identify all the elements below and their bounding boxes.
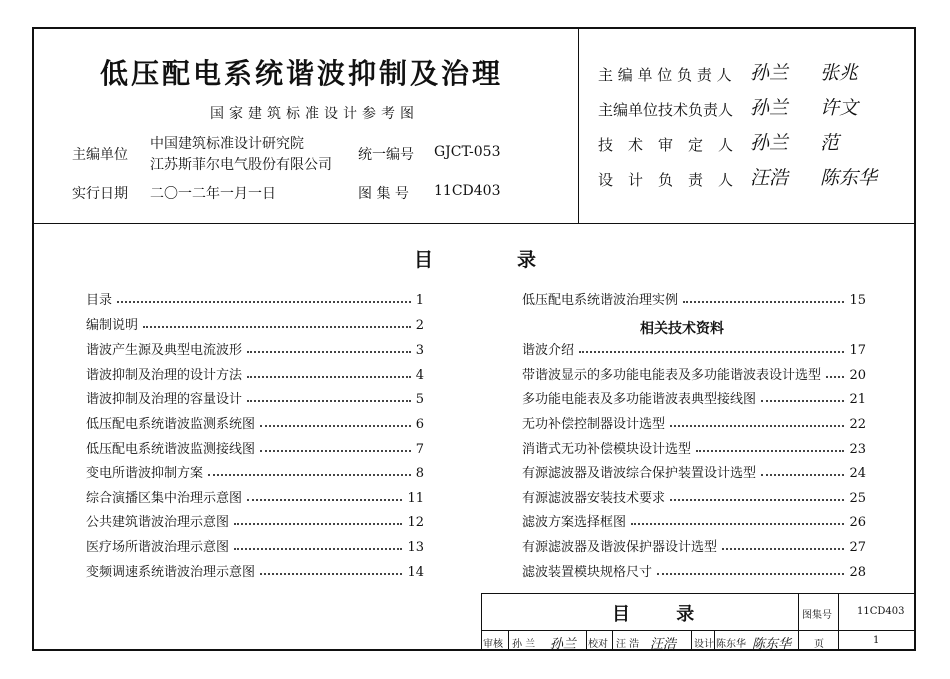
leader-dots	[761, 474, 844, 476]
toc-entry[interactable]	[522, 387, 866, 407]
toc-entry-page: 17	[849, 343, 866, 358]
signature-image: 孙兰	[750, 62, 789, 84]
toc-entry[interactable]	[522, 288, 866, 308]
title-block-vline	[612, 630, 613, 651]
toc-heading-left: 目	[414, 249, 434, 271]
toc-entry-page: 5	[415, 392, 424, 407]
review-label: 审核	[483, 639, 503, 650]
toc-entry[interactable]	[86, 535, 424, 555]
toc-entry-title: 谐波抑制及治理的容量设计	[86, 392, 243, 407]
toc-entry-title: 目录	[86, 293, 113, 308]
title-block-vline	[714, 630, 715, 651]
signature-image: 孙兰	[750, 132, 789, 154]
leader-dots	[260, 450, 411, 452]
toc-entry-title: 多功能电能表及多功能谐波表典型接线图	[522, 392, 757, 407]
toc-entry[interactable]	[86, 461, 424, 481]
title-block-title: 目 录	[612, 604, 715, 625]
toc-entry[interactable]	[522, 461, 866, 481]
page-value: 1	[873, 635, 880, 646]
leader-dots	[826, 376, 844, 378]
leader-dots	[247, 351, 411, 353]
leader-dots	[247, 400, 411, 402]
editor-unit-1: 中国建筑标准设计研究院	[150, 136, 304, 152]
toc-entry-page: 11	[407, 491, 424, 506]
title-block-vline	[798, 593, 799, 651]
toc-entry-page: 14	[407, 565, 424, 580]
leader-dots	[761, 400, 844, 402]
sig-role-1: 主 编 单 位 负 责 人	[598, 66, 732, 84]
code-value: GJCT-053	[434, 144, 501, 160]
leader-dots	[696, 450, 844, 452]
toc-entry-page: 3	[415, 343, 424, 358]
toc-entry[interactable]	[522, 535, 866, 555]
document-title: 低压配电系统谐波抑制及治理	[100, 57, 504, 90]
design-name: 陈东华	[716, 639, 746, 650]
check-name: 汪 浩	[616, 639, 640, 650]
title-block-atlas-label: 图集号	[802, 610, 832, 621]
toc-entry-page: 13	[407, 540, 424, 555]
toc-entry[interactable]	[86, 313, 424, 333]
toc-entry[interactable]	[86, 363, 424, 383]
toc-entry-title: 低压配电系统谐波监测接线图	[86, 442, 256, 457]
toc-entry[interactable]	[86, 437, 424, 457]
toc-entry-page: 7	[415, 442, 424, 457]
title-block-vline	[586, 630, 587, 651]
code-label: 统一编号	[358, 147, 414, 163]
toc-entry-title: 谐波介绍	[522, 343, 575, 358]
toc-entry-page: 21	[849, 392, 866, 407]
signature-image: 陈东华	[820, 167, 878, 189]
signature-image: 许文	[820, 97, 859, 119]
toc-entry[interactable]	[86, 387, 424, 407]
toc-entry-page: 24	[849, 466, 866, 481]
design-label: 设计	[694, 639, 714, 650]
leader-dots	[683, 301, 844, 303]
toc-entry-title: 低压配电系统谐波监测系统图	[86, 417, 256, 432]
toc-entry-page: 1	[415, 293, 424, 308]
toc-entry-title: 有源滤波器及谐波保护器设计选型	[522, 540, 718, 555]
toc-entry[interactable]	[86, 560, 424, 580]
toc-entry-title: 谐波产生源及典型电流波形	[86, 343, 243, 358]
toc-entry[interactable]	[522, 412, 866, 432]
title-block-atlas-value: 11CD403	[857, 606, 905, 617]
toc-entry-title: 编制说明	[86, 318, 139, 333]
header-divider	[32, 223, 916, 224]
toc-entry-page: 2	[415, 318, 424, 333]
toc-entry-title: 无功补偿控制器设计选型	[522, 417, 666, 432]
toc-entry-title: 消谐式无功补偿模块设计选型	[522, 442, 692, 457]
header-vertical-divider	[578, 27, 579, 224]
toc-entry-title: 变频调速系统谐波治理示意图	[86, 565, 256, 580]
toc-entry[interactable]	[522, 363, 866, 383]
toc-entry-page: 20	[849, 368, 866, 383]
sig-role-3: 技 术 审 定 人	[598, 136, 734, 154]
toc-entry-page: 28	[849, 565, 866, 580]
toc-entry-title: 公共建筑谐波治理示意图	[86, 515, 230, 530]
signature-image: 孙兰	[550, 637, 577, 652]
toc-entry-title: 综合演播区集中治理示意图	[86, 491, 243, 506]
editor-label: 主编单位	[72, 147, 128, 163]
title-block-vline	[508, 630, 509, 651]
section-heading: 相关技术资料	[640, 321, 724, 337]
leader-dots	[143, 326, 411, 328]
leader-dots	[631, 523, 844, 525]
leader-dots	[657, 573, 844, 575]
toc-entry-title: 变电所谐波抑制方案	[86, 466, 204, 481]
atlas-label: 图 集 号	[358, 186, 409, 202]
toc-entry-page: 15	[849, 293, 866, 308]
date-value: 二〇一二年一月一日	[150, 186, 276, 202]
toc-entry-title: 滤波装置模块规格尺寸	[522, 565, 653, 580]
leader-dots	[260, 425, 411, 427]
toc-entry[interactable]	[86, 288, 424, 308]
toc-entry-page: 4	[415, 368, 424, 383]
toc-entry-page: 23	[849, 442, 866, 457]
toc-entry-page: 25	[849, 491, 866, 506]
signature-image: 张兆	[820, 62, 859, 84]
toc-entry[interactable]	[522, 510, 866, 530]
leader-dots	[234, 523, 402, 525]
leader-dots	[670, 425, 844, 427]
title-block-vline	[838, 593, 839, 651]
signature-image: 汪浩	[650, 637, 677, 652]
toc-entry-page: 22	[849, 417, 866, 432]
toc-entry-page: 26	[849, 515, 866, 530]
signature-image: 范	[820, 132, 840, 154]
toc-entry-page: 6	[415, 417, 424, 432]
sig-role-4: 设 计 负 责 人	[598, 171, 734, 189]
toc-entry-title: 滤波方案选择框图	[522, 515, 627, 530]
toc-entry-title: 有源滤波器安装技术要求	[522, 491, 666, 506]
toc-entry-title: 有源滤波器及谐波综合保护装置设计选型	[522, 466, 757, 481]
toc-entry-page: 12	[407, 515, 424, 530]
signature-image: 孙兰	[750, 97, 789, 119]
toc-entry-title: 带谐波显示的多功能电能表及多功能谐波表设计选型	[522, 368, 822, 383]
review-name: 孙 兰	[512, 639, 536, 650]
leader-dots	[234, 548, 402, 550]
toc-entry[interactable]	[522, 437, 866, 457]
leader-dots	[260, 573, 402, 575]
toc-entry[interactable]	[86, 510, 424, 530]
toc-entry-title: 谐波抑制及治理的设计方法	[86, 368, 243, 383]
leader-dots	[722, 548, 844, 550]
leader-dots	[208, 474, 411, 476]
leader-dots	[670, 499, 844, 501]
toc-entry[interactable]	[86, 338, 424, 358]
date-label: 实行日期	[72, 186, 128, 202]
atlas-value: 11CD403	[434, 183, 501, 199]
signature-image: 陈东华	[752, 637, 792, 652]
sig-role-2: 主编单位技术负责人	[598, 101, 734, 119]
leader-dots	[247, 376, 411, 378]
page-label: 页	[814, 639, 824, 650]
leader-dots	[247, 499, 402, 501]
toc-heading-right: 录	[517, 249, 537, 271]
leader-dots	[579, 351, 844, 353]
toc-entry[interactable]	[522, 338, 866, 358]
leader-dots	[117, 301, 411, 303]
signature-image: 汪浩	[750, 167, 789, 189]
toc-entry[interactable]	[86, 412, 424, 432]
toc-entry-title: 低压配电系统谐波治理实例	[522, 293, 679, 308]
toc-entry-title: 医疗场所谐波治理示意图	[86, 540, 230, 555]
toc-entry[interactable]	[522, 560, 866, 580]
toc-entry[interactable]	[522, 486, 866, 506]
toc-entry[interactable]	[86, 486, 424, 506]
title-block-divider	[481, 630, 916, 631]
check-label: 校对	[588, 639, 608, 650]
title-block-vline	[691, 630, 692, 651]
toc-entry-page: 27	[849, 540, 866, 555]
editor-unit-2: 江苏斯菲尔电气股份有限公司	[150, 157, 332, 173]
document-subtitle: 国家建筑标准设计参考图	[210, 106, 419, 122]
toc-entry-page: 8	[415, 466, 424, 481]
